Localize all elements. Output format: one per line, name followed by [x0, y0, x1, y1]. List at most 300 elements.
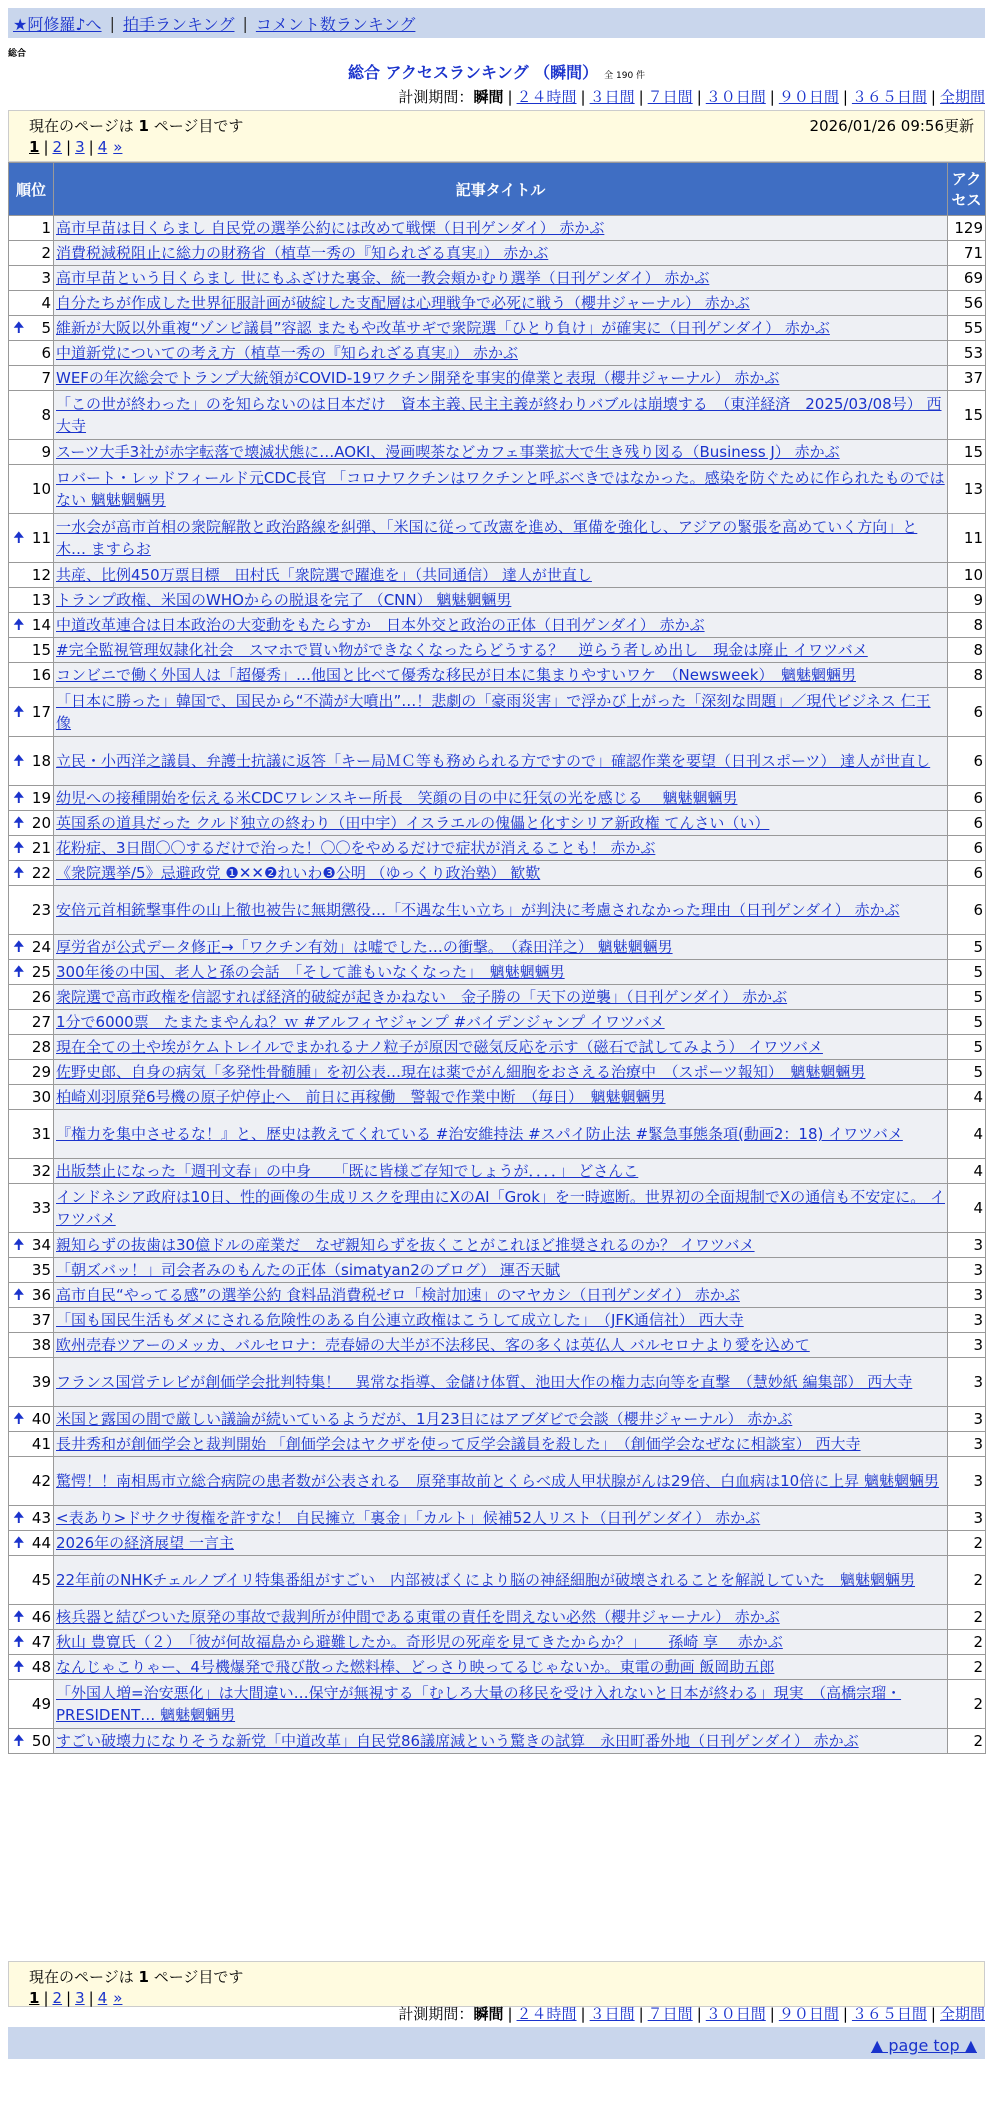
- article-title-link[interactable]: すごい破壊力になりそうな新党「中道改革」自民党86議席減という驚きの試算 永田町番外地（日刊ゲンダイ） 赤かぶ: [56, 1732, 859, 1750]
- rank-number: 18: [31, 752, 51, 770]
- period-link[interactable]: ３０日間: [705, 88, 766, 106]
- ranking-row: [9, 1556, 986, 1605]
- rank-cell: [9, 1457, 54, 1506]
- article-title-link[interactable]: 「国も国民生活もダメにされる危険性のある自公連立政権はこうして成立した」 （JFK通信社） 西大寺: [56, 1311, 744, 1329]
- period-separator: |: [769, 88, 775, 106]
- rank-number: 42: [31, 1472, 51, 1490]
- period-link[interactable]: 全期間: [939, 88, 985, 106]
- rank-cell: [9, 663, 54, 688]
- article-title-link[interactable]: 「日本に勝った」韓国で、国民から“不満が大噴出”…！悲劇の「豪雨災害」で浮かび上がった「深刻な問題」／現代ビジネス 仁王像: [56, 692, 931, 732]
- access-count: 3: [948, 1432, 986, 1457]
- rank-cell: [9, 1060, 54, 1085]
- rank-number: 9: [41, 443, 51, 461]
- rank-cell: [9, 1159, 54, 1184]
- access-count: 2: [948, 1556, 986, 1605]
- rank-number: 25: [31, 963, 51, 981]
- pager-info-row: [29, 1965, 974, 1987]
- period-link[interactable]: ３日間: [589, 2005, 635, 2023]
- nav-separator: |: [109, 13, 115, 33]
- rank-cell: [9, 737, 54, 786]
- article-title-link[interactable]: インドネシア政府は10日、性的画像の生成リスクを理由にXのAI「Grok」を一時遮断。世界初の全面規制でXの通信も不安定に。 イワツバメ: [56, 1188, 945, 1228]
- period-link[interactable]: ３６５日間: [851, 2005, 927, 2023]
- current-page: 1: [29, 1989, 40, 2007]
- title-cell: [54, 886, 948, 935]
- article-title-link[interactable]: 「この世が終わった」のを知らないのは日本だけ 資本主義､民主主義が終わりバブルは崩壊する （東洋経済 2025/03/08号） 西大寺: [56, 395, 942, 435]
- rank-cell: [9, 638, 54, 663]
- period-current: 瞬間: [473, 2005, 504, 2023]
- access-count: 6: [948, 886, 986, 935]
- rank-number: 35: [31, 1261, 51, 1279]
- article-title-link[interactable]: 花粉症、3日間〇〇するだけで治った！〇〇をやめるだけで症状が消えることも！ 赤かぶ: [56, 839, 656, 857]
- article-title-link[interactable]: 親知らずの抜歯は30億ドルの産業だ なぜ親知らずを抜くことがこれほど推奨されるのか？ イワツバメ: [56, 1236, 755, 1254]
- access-count: 11: [948, 514, 986, 563]
- rank-number: 36: [31, 1286, 51, 1304]
- article-title-link[interactable]: WEFの年次総会でトランプ大統領がCOVID-19ワクチン開発を事実的偉業と表現（櫻井ジャーナル） 赤かぶ: [56, 369, 780, 387]
- ranking-row: [9, 366, 986, 391]
- title-cell: [54, 737, 948, 786]
- rank-cell: [9, 514, 54, 563]
- rank-number: 38: [31, 1336, 51, 1354]
- ranking-row: [9, 1110, 986, 1159]
- article-title-link[interactable]: 出版禁止になった「週刊文春」の中身 「既に皆様ご存知でしょうが．．．．」 どさんこ: [56, 1162, 639, 1180]
- rank-cell: [9, 1729, 54, 1754]
- ranking-row: [9, 391, 986, 440]
- access-count: 2: [948, 1729, 986, 1754]
- rank-cell: [9, 391, 54, 440]
- comment-ranking-link[interactable]: コメント数ランキング: [255, 14, 416, 34]
- applause-ranking-link[interactable]: 拍手ランキング: [122, 14, 235, 34]
- article-title-link[interactable]: 長井秀和が創価学会と裁判開始 「創価学会はヤクザを使って反学会議員を殺した」 （創価学会なぜなに相談室） 西大寺: [56, 1435, 861, 1453]
- title-cell: [54, 266, 948, 291]
- home-link[interactable]: ★阿修羅♪へ: [13, 14, 102, 34]
- article-title-link[interactable]: 立民・小西洋之議員、弁護士抗議に返答「キー局ＭＣ等も務められる方ですので」確認作業を要望（日刊スポーツ） 達人が世直し: [56, 752, 931, 770]
- rank-number: 15: [31, 641, 51, 659]
- ranking-row: [9, 638, 986, 663]
- article-title-link[interactable]: #完全監視管理奴隷化社会 スマホで買い物ができなくなったらどうする？ 逆らう者しめ出し 現金は廃止 イワツバメ: [56, 641, 868, 659]
- page-info-suffix: ページ目です: [153, 1967, 244, 1986]
- rank-number: 32: [31, 1162, 51, 1180]
- pager-info-row: [29, 114, 974, 136]
- access-count: 4: [948, 1085, 986, 1110]
- title-cell: [54, 216, 948, 241]
- rank-cell: [9, 1308, 54, 1333]
- article-title-link[interactable]: 「朝ズバッ！」司会者みのもんたの正体（simatyan2のブログ） 運否天賦: [56, 1261, 561, 1279]
- rank-up-arrow-icon: 🠉: [13, 617, 25, 633]
- title-cell: [54, 663, 948, 688]
- period-link[interactable]: ２４時間: [516, 2005, 577, 2023]
- title-cell: [54, 786, 948, 811]
- article-title-link[interactable]: 1分で6000票 たまたまやんね？ｗ #アルフィヤジャンプ #バイデンジャンプ イワツバメ: [56, 1013, 665, 1031]
- page-separator: |: [88, 1989, 94, 2007]
- title-cell: [54, 1085, 948, 1110]
- article-title-link[interactable]: なんじゃこりゃー、4号機爆発で飛び散った燃料棒、どっさり映ってるじゃないか。東電の動画 飯岡助五郎: [56, 1658, 775, 1676]
- next-page-link[interactable]: »: [113, 138, 123, 156]
- title-cell: [54, 1506, 948, 1531]
- article-title-link[interactable]: 『権力を集中させるな！』と、歴史は教えてくれている #治安維持法 #スパイ防止法 #緊急事態条項(動画2：18) イワツバメ: [56, 1125, 903, 1143]
- ranking-row: [9, 1506, 986, 1531]
- ranking-row: [9, 440, 986, 465]
- ranking-row: [9, 465, 986, 514]
- period-separator: |: [638, 2005, 644, 2023]
- ranking-row: [9, 811, 986, 836]
- article-title-link[interactable]: 米国と露国の間で厳しい議論が続いているようだが、1月23日にはアブダビで会談（櫻井ジャーナル） 赤かぶ: [56, 1410, 793, 1428]
- access-count: 2: [948, 1630, 986, 1655]
- title-cell: [54, 811, 948, 836]
- page-link[interactable]: 2: [52, 138, 63, 156]
- period-selector-top: [398, 86, 985, 107]
- title-cell: [54, 391, 948, 440]
- access-count: 55: [948, 316, 986, 341]
- access-count: 129: [948, 216, 986, 241]
- article-title-link[interactable]: 高市自民“やってる感”の選挙公約 食料品消費税ゼロ「検討加速」のマヤカシ（日刊ゲンダイ） 赤かぶ: [56, 1286, 740, 1304]
- ranking-row: [9, 1184, 986, 1233]
- access-count: 9: [948, 588, 986, 613]
- rank-up-arrow-icon: 🠉: [13, 964, 25, 980]
- article-title-link[interactable]: 高市早苗という目くらまし 世にもふざけた裏金、統一教会頬かむり選挙（日刊ゲンダイ） 赤かぶ: [56, 269, 710, 287]
- access-count: 53: [948, 341, 986, 366]
- rank-cell: [9, 1283, 54, 1308]
- article-title-link[interactable]: 安倍元首相銃撃事件の山上徹也被告に無期懲役…「不遇な生い立ち」が判決に考慮されなかった理由（日刊ゲンダイ） 赤かぶ: [56, 901, 900, 919]
- rank-number: 10: [31, 480, 51, 498]
- article-title-link[interactable]: 衆院選で高市政権を信認すれば経済的破綻が起きかねない 金子勝の「天下の逆襲」（日刊ゲンダイ） 赤かぶ: [56, 988, 788, 1006]
- article-title-link[interactable]: 《衆院選挙/5》忌避政党 ❶✕✕❷れいわ❸公明 （ゆっくり政治塾） 歓歎: [56, 864, 541, 882]
- rank-cell: [9, 688, 54, 737]
- rank-cell: [9, 1333, 54, 1358]
- article-title-link[interactable]: 一水会が高市首相の衆院解散と政治路線を糾弾、「米国に従って改憲を進め、軍備を強化し、アジアの緊張を高めていく方向」と木… ますらお: [56, 518, 918, 558]
- rank-number: 14: [31, 616, 51, 634]
- page-separator: |: [43, 1989, 49, 2007]
- period-selector-bottom: [398, 2003, 985, 2024]
- page-top-link[interactable]: ▲ page top ▲: [870, 2036, 977, 2055]
- access-count: 6: [948, 861, 986, 886]
- article-title-link[interactable]: トランプ政権、米国のWHOからの脱退を完了 （CNN） 魑魅魍魎男: [56, 591, 512, 609]
- rank-up-arrow-icon: 🠉: [13, 790, 25, 806]
- article-title-link[interactable]: 核兵器と結びついた原発の事故で裁判所が仲間である東電の責任を問えない必然（櫻井ジャーナル） 赤かぶ: [56, 1608, 780, 1626]
- page-info-number: 1: [138, 1967, 149, 1986]
- rank-number: 26: [31, 988, 51, 1006]
- article-title-link[interactable]: 驚愕！！南相馬市立総合病院の患者数が公表される 原発事故前とくらべ成人甲状腺がんは29倍、白血病は10倍に上昇 魑魅魍魎男: [56, 1472, 939, 1490]
- rank-number: 4: [41, 294, 51, 312]
- rank-number: 24: [31, 938, 51, 956]
- rank-number: 7: [41, 369, 51, 387]
- title-cell: [54, 960, 948, 985]
- rank-up-arrow-icon: 🠉: [13, 320, 25, 336]
- article-title-link[interactable]: フランス国営テレビが創価学会批判特集！ 異常な指導、金儲け体質、池田大作の権力志向等を直撃 （慧妙紙 編集部） 西大寺: [56, 1373, 913, 1391]
- rank-cell: [9, 1556, 54, 1605]
- page-separator: |: [66, 138, 72, 156]
- period-separator: |: [580, 88, 586, 106]
- page-title: [0, 60, 993, 83]
- ranking-row: [9, 563, 986, 588]
- article-title-link[interactable]: 維新が大阪以外重複“ゾンビ議員”容認 またもや改革サギで衆院選「ひとり負け」が確実に（日刊ゲンダイ） 赤かぶ: [56, 319, 830, 337]
- article-title-link[interactable]: 2026年の経済展望 一言主: [56, 1534, 234, 1552]
- title-cell: [54, 836, 948, 861]
- access-count: 4: [948, 1159, 986, 1184]
- rank-number: 31: [31, 1125, 51, 1143]
- ranking-row: [9, 514, 986, 563]
- ranking-row: [9, 216, 986, 241]
- title-cell: [54, 1407, 948, 1432]
- rank-up-arrow-icon: 🠉: [13, 1733, 25, 1749]
- title-cell: [54, 1680, 948, 1729]
- total-count: 全 190 件: [604, 71, 646, 81]
- article-title-link[interactable]: <表あり>ドサクサ復権を許すな！ 自民擁立「裏金」「カルト」候補52人リスト（日刊ゲンダイ） 赤かぶ: [56, 1509, 761, 1527]
- rank-number: 33: [31, 1199, 51, 1217]
- period-separator: |: [696, 88, 702, 106]
- article-title-link[interactable]: 共産、比例450万票目標 田村氏「衆院選で躍進を」（共同通信） 達人が世直し: [56, 566, 592, 584]
- period-separator: |: [930, 2005, 936, 2023]
- rank-number: 30: [31, 1088, 51, 1106]
- article-title-link[interactable]: 中道新党についての考え方（植草一秀の『知られざる真実』） 赤かぶ: [56, 344, 518, 362]
- access-count: 5: [948, 985, 986, 1010]
- title-cell: [54, 1729, 948, 1754]
- article-title-link[interactable]: 22年前のNHKチェルノブイリ特集番組がすごい 内部被ばくにより脳の神経細胞が破壊されることを解説していた 魑魅魍魎男: [56, 1571, 916, 1589]
- page-info-prefix: 現在のページは: [29, 116, 134, 135]
- article-title-link[interactable]: 英国系の道具だった クルド独立の終わり（田中宇）イスラエルの傀儡と化すシリア新政権 てんさい（い）: [56, 814, 770, 832]
- rank-up-arrow-icon: 🠉: [13, 753, 25, 769]
- page-separator: |: [66, 1989, 72, 2007]
- current-page-info: [29, 1966, 243, 1987]
- title-cell: [54, 1432, 948, 1457]
- rank-cell: [9, 935, 54, 960]
- rank-number: 20: [31, 814, 51, 832]
- period-link[interactable]: 全期間: [939, 2005, 985, 2023]
- rank-cell: [9, 241, 54, 266]
- ranking-row: [9, 1060, 986, 1085]
- ranking-row: [9, 1233, 986, 1258]
- rank-cell: [9, 366, 54, 391]
- title-cell: [54, 1655, 948, 1680]
- title-cell: [54, 1457, 948, 1506]
- rank-cell: [9, 1010, 54, 1035]
- title-cell: [54, 366, 948, 391]
- ranking-row: [9, 886, 986, 935]
- rank-cell: [9, 1358, 54, 1407]
- current-page-info: [29, 115, 243, 136]
- period-link[interactable]: ３日間: [589, 88, 635, 106]
- ranking-row: [9, 836, 986, 861]
- access-count: 5: [948, 1060, 986, 1085]
- title-cell: [54, 1556, 948, 1605]
- rank-up-arrow-icon: 🠉: [13, 1237, 25, 1253]
- period-label: 計測期間：: [398, 2005, 474, 2023]
- period-link[interactable]: ３６５日間: [851, 88, 927, 106]
- page-link[interactable]: 3: [75, 1989, 85, 2007]
- rank-number: 37: [31, 1311, 51, 1329]
- article-title-link[interactable]: 300年後の中国、老人と孫の会話 「そして誰もいなくなった」 魑魅魍魎男: [56, 963, 565, 981]
- article-title-link[interactable]: 幼児への接種開始を伝える米CDCワレンスキー所長 笑顔の目の中に狂気の光を感じる 魑魅魍魎男: [56, 789, 738, 807]
- article-title-link[interactable]: コンビニで働く外国人は「超優秀」…他国と比べて優秀な移民が日本に集まりやすいワケ （Newsweek） 魑魅魍魎男: [56, 666, 856, 684]
- rank-number: 1: [41, 219, 51, 237]
- article-title-link[interactable]: スーツ大手3社が赤字転落で壊滅状態に…AOKI、漫画喫茶などカフェ事業拡大で生き残り図る（Business J） 赤かぶ: [56, 443, 840, 461]
- page-info-suffix: ページ目です: [153, 116, 244, 135]
- access-count: 2: [948, 1605, 986, 1630]
- ranking-row: [9, 1283, 986, 1308]
- article-title-link[interactable]: 高市早苗は目くらまし 自民党の選挙公約には改めて戦慄（日刊ゲンダイ） 赤かぶ: [56, 219, 605, 237]
- rank-cell: [9, 465, 54, 514]
- access-count: 3: [948, 1457, 986, 1506]
- rank-cell: [9, 1655, 54, 1680]
- rank-cell: [9, 1085, 54, 1110]
- article-title-link[interactable]: 厚労省が公式データ修正→「ワクチン有効」は嘘でした…の衝撃。 （森田洋之） 魑魅魍魎男: [56, 938, 673, 956]
- rank-up-arrow-icon: 🠉: [13, 1659, 25, 1675]
- period-link[interactable]: ９０日間: [778, 88, 839, 106]
- rank-cell: [9, 786, 54, 811]
- ranking-row: [9, 1531, 986, 1556]
- access-count: 8: [948, 613, 986, 638]
- ranking-row: [9, 1258, 986, 1283]
- title-cell: [54, 1060, 948, 1085]
- access-count: 6: [948, 836, 986, 861]
- title-cell: [54, 1258, 948, 1283]
- page-info-number: 1: [138, 116, 149, 135]
- access-count: 3: [948, 1506, 986, 1531]
- access-count: 3: [948, 1233, 986, 1258]
- rank-cell: [9, 1630, 54, 1655]
- access-count: 3: [948, 1407, 986, 1432]
- rank-number: 44: [31, 1534, 51, 1552]
- access-count: 3: [948, 1358, 986, 1407]
- ranking-row: [9, 613, 986, 638]
- article-title-link[interactable]: 秋山 豊寛氏（２） 「彼が何故福島から避難したか。奇形児の死産を見てきたからか？」 孫崎 享 赤かぶ: [56, 1633, 783, 1651]
- page-link[interactable]: 3: [75, 138, 85, 156]
- article-title-link[interactable]: ロバート・レッドフィールド元CDC長官 「コロナワクチンはワクチンと呼ぶべきではなかった。感染を防ぐために作られたものではない 魑魅魍魎男: [56, 469, 945, 509]
- title-cell: [54, 613, 948, 638]
- ranking-row: [9, 1680, 986, 1729]
- access-count: 2: [948, 1655, 986, 1680]
- rank-cell: [9, 588, 54, 613]
- rank-up-arrow-icon: 🠉: [13, 865, 25, 881]
- page-separator: |: [88, 138, 94, 156]
- title-cell: [54, 514, 948, 563]
- rank-cell: [9, 1258, 54, 1283]
- period-separator: |: [769, 2005, 775, 2023]
- page-link[interactable]: 2: [52, 1989, 63, 2007]
- period-link[interactable]: ３０日間: [705, 2005, 766, 2023]
- ranking-row: [9, 1655, 986, 1680]
- title-cell: [54, 638, 948, 663]
- access-count: 37: [948, 366, 986, 391]
- title-cell: [54, 341, 948, 366]
- ranking-row: [9, 1630, 986, 1655]
- article-title-link[interactable]: 柏崎刈羽原発6号機の原子炉停止へ 前日に再稼働 警報で作業中断 （毎日） 魑魅魍魎男: [56, 1088, 666, 1106]
- title-cell: [54, 1531, 948, 1556]
- rank-cell: [9, 1506, 54, 1531]
- ranking-table-body: [9, 216, 986, 1754]
- pager-bottom: [8, 1961, 985, 2007]
- ranking-title: 総合 アクセスランキング （瞬間）: [347, 63, 599, 82]
- period-link[interactable]: ２４時間: [516, 88, 577, 106]
- title-cell: [54, 1110, 948, 1159]
- access-count: 3: [948, 1308, 986, 1333]
- title-cell: [54, 1233, 948, 1258]
- ranking-row: [9, 588, 986, 613]
- rank-cell: [9, 563, 54, 588]
- category-label: 総合: [8, 49, 27, 59]
- title-cell: [54, 1630, 948, 1655]
- next-page-link[interactable]: »: [113, 1989, 123, 2007]
- article-title-link[interactable]: 欧州売春ツアーのメッカ、バルセロナ：売春婦の大半が不法移民、客の多くは英仏人 バルセロナより愛を込めて: [56, 1336, 810, 1354]
- title-cell: [54, 465, 948, 514]
- page-link[interactable]: 4: [97, 138, 108, 156]
- access-count: 56: [948, 291, 986, 316]
- rank-number: 34: [31, 1236, 51, 1254]
- rank-cell: [9, 985, 54, 1010]
- title-cell: [54, 1159, 948, 1184]
- rank-cell: [9, 1432, 54, 1457]
- ranking-row: [9, 266, 986, 291]
- ranking-row: [9, 985, 986, 1010]
- article-title-link[interactable]: 「外国人増=治安悪化」は大間違い…保守が無視する「むしろ大量の移民を受け入れないと日本が終わる」現実 （高橋宗瑠・PRESIDENT… 魑魅魍魎男: [56, 1684, 902, 1724]
- access-count: 8: [948, 638, 986, 663]
- rank-number: 28: [31, 1038, 51, 1056]
- current-page: 1: [29, 138, 40, 156]
- rank-cell: [9, 886, 54, 935]
- period-separator: |: [507, 2005, 513, 2023]
- period-link[interactable]: ７日間: [647, 88, 693, 106]
- access-count: 6: [948, 811, 986, 836]
- rank-number: 13: [31, 591, 51, 609]
- article-title-link[interactable]: 中道改革連合は日本政治の大変動をもたらすか 日本外交と政治の正体（日刊ゲンダイ） 赤かぶ: [56, 616, 705, 634]
- period-separator: |: [638, 88, 644, 106]
- access-count: 3: [948, 1258, 986, 1283]
- title-cell: [54, 1035, 948, 1060]
- title-cell: [54, 316, 948, 341]
- access-count: 6: [948, 737, 986, 786]
- rank-cell: [9, 291, 54, 316]
- ranking-row: [9, 1308, 986, 1333]
- rank-number: 46: [31, 1608, 51, 1626]
- footer-bar: [8, 2027, 985, 2059]
- period-label: 計測期間：: [398, 88, 474, 106]
- rank-number: 29: [31, 1063, 51, 1081]
- article-title-link[interactable]: 現在全ての土や埃がケムトレイルでまかれるナノ粒子が原因で磁気反応を示す（磁石で試してみよう） イワツバメ: [56, 1038, 823, 1056]
- period-current: 瞬間: [473, 88, 504, 106]
- page-info-prefix: 現在のページは: [29, 1967, 134, 1986]
- ranking-row: [9, 316, 986, 341]
- rank-up-arrow-icon: 🠉: [13, 939, 25, 955]
- article-title-link[interactable]: 自分たちが作成した世界征服計画が破綻した支配層は心理戦争で必死に戦う（櫻井ジャーナル） 赤かぶ: [56, 294, 750, 312]
- rank-up-arrow-icon: 🠉: [13, 840, 25, 856]
- access-count: 8: [948, 663, 986, 688]
- ranking-row: [9, 1159, 986, 1184]
- period-separator: |: [842, 88, 848, 106]
- rank-cell: [9, 836, 54, 861]
- ranking-table: [8, 162, 986, 1754]
- access-count: 69: [948, 266, 986, 291]
- ranking-row: [9, 1729, 986, 1754]
- access-count: 15: [948, 440, 986, 465]
- rank-up-arrow-icon: 🠉: [13, 1609, 25, 1625]
- title-cell: [54, 985, 948, 1010]
- period-separator: |: [930, 88, 936, 106]
- rank-up-arrow-icon: 🠉: [13, 704, 25, 720]
- rank-number: 41: [31, 1435, 51, 1453]
- title-cell: [54, 935, 948, 960]
- title-cell: [54, 440, 948, 465]
- article-title-link[interactable]: 消費税減税阻止に総力の財務省（植草一秀の『知られざる真実』） 赤かぶ: [56, 244, 549, 262]
- rank-number: 23: [31, 901, 51, 919]
- page-link[interactable]: 4: [97, 1989, 108, 2007]
- updated-timestamp: 2026/01/26 09:56更新: [809, 116, 974, 135]
- rank-number: 8: [41, 406, 51, 424]
- rank-cell: [9, 266, 54, 291]
- period-link[interactable]: ９０日間: [778, 2005, 839, 2023]
- ranking-row: [9, 1010, 986, 1035]
- ranking-row: [9, 341, 986, 366]
- period-link[interactable]: ７日間: [647, 2005, 693, 2023]
- article-title-link[interactable]: 佐野史郎、自身の病気「多発性骨髄腫」を初公表…現在は薬でがん細胞をおさえる治療中 （スポーツ報知） 魑魅魍魎男: [56, 1063, 866, 1081]
